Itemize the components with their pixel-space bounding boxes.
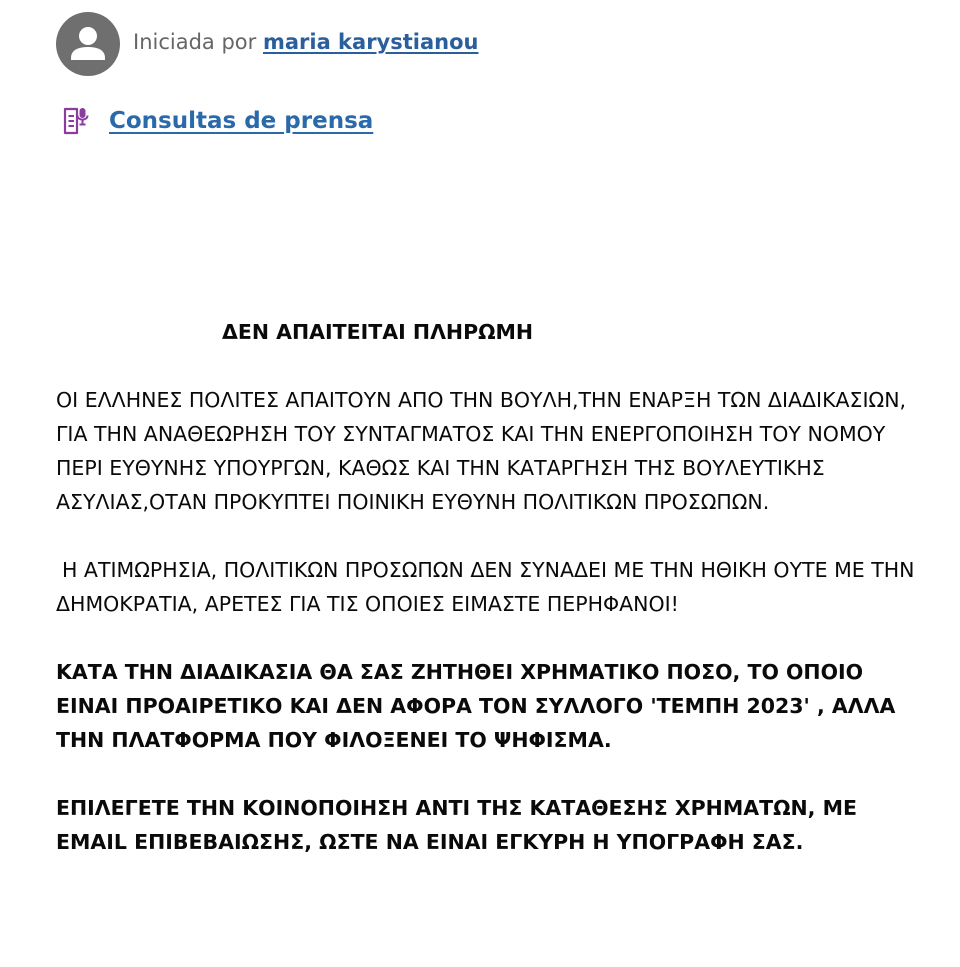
press-inquiries-row[interactable] — [62, 106, 373, 136]
petition-paragraph-3: ΚΑΤΑ ΤΗΝ ΔΙΑΔΙΚΑΣΙΑ ΘΑ ΣΑΣ ΖΗΤΗΘΕΙ ΧΡΗΜΑΤΙΚΟ ΠΟΣΟ, ΤΟ ΟΠΟΙΟ ΕΙΝΑΙ ΠΡΟΑΙΡΕΤΙΚΟ ΚΑΙ ΔΕΝ ΑΦΟΡΑ ΤΟΝ ΣΥΛΛΟΓΟ 'ΤΕΜΠΗ 2023' , ΑΛΛΑ ΤΗΝ ΠΛΑΤΦΟΡΜΑ ΠΟΥ ΦΙΛΟΞΕΝΕΙ ΤΟ ΨΗΦΙΣΜΑ. — [56, 660, 896, 752]
press-document-icon — [62, 106, 90, 136]
author-row — [56, 12, 478, 76]
author-prefix: Iniciada por — [133, 30, 257, 54]
petition-text — [56, 315, 926, 893]
press-inquiries-link[interactable]: Consultas de prensa — [109, 108, 374, 134]
author-line — [133, 30, 478, 54]
user-silhouette-icon — [56, 12, 120, 76]
avatar[interactable] — [56, 12, 120, 76]
author-name-link[interactable]: maria karystianou — [262, 30, 479, 54]
petition-paragraph-1: ΟΙ ΕΛΛΗΝΕΣ ΠΟΛΙΤΕΣ ΑΠΑΙΤΟΥΝ ΑΠΟ ΤΗΝ ΒΟΥΛΗ,ΤΗΝ ΕΝΑΡΞΗ ΤΩΝ ΔΙΑΔΙΚΑΣΙΩΝ, ΓΙΑ ΤΗΝ ΑΝΑΘΕΩΡΗΣΗ ΤΟΥ ΣΥΝΤΑΓΜΑΤΟΣ ΚΑΙ ΤΗΝ ΕΝΕΡΓΟΠΟΙΗΣΗ ΤΟΥ ΝΟΜΟΥ ΠΕΡΙ ΕΥΘΥΝΗΣ ΥΠΟΥΡΓΩΝ, ΚΑΘΩΣ ΚΑΙ ΤΗΝ ΚΑΤΑΡΓΗΣΗ ΤΗΣ ΒΟΥΛΕΥΤΙΚΗΣ ΑΣΥΛΙΑΣ,ΟΤΑΝ ΠΡΟΚΥΠΤΕΙ ΠΟΙΝΙΚΗ ΕΥΘΥΝΗ ΠΟΛΙΤΙΚΩΝ ΠΡΟΣΩΠΩΝ. — [56, 388, 907, 514]
petition-paragraph-2: Η ΑΤΙΜΩΡΗΣΙΑ, ΠΟΛΙΤΙΚΩΝ ΠΡΟΣΩΠΩΝ ΔΕΝ ΣΥΝΑΔΕΙ ΜΕ ΤΗΝ ΗΘΙΚΗ ΟΥΤΕ ΜΕ ΤΗΝ ΔΗΜΟΚΡΑΤΙΑ, ΑΡΕΤΕΣ ΓΙΑ ΤΙΣ ΟΠΟΙΕΣ ΕΙΜΑΣΤΕ ΠΕΡΗΦΑΝΟΙ! — [56, 558, 915, 616]
petition-paragraph-4: ΕΠΙΛΕΓΕΤΕ ΤΗΝ ΚΟΙΝΟΠΟΙΗΣΗ ΑΝΤΙ ΤΗΣ ΚΑΤΑΘΕΣΗΣ ΧΡΗΜΑΤΩΝ, ΜΕ EMAIL ΕΠΙΒΕΒΑΙΩΣΗΣ, ΩΣΤΕ ΝΑ ΕΙΝΑΙ ΕΓΚΥΡΗ Η ΥΠΟΓΡΑΦΗ ΣΑΣ. — [56, 796, 858, 854]
petition-heading: ΔΕΝ ΑΠΑΙΤΕΙΤΑΙ ΠΛΗΡΩΜΗ — [222, 320, 534, 344]
